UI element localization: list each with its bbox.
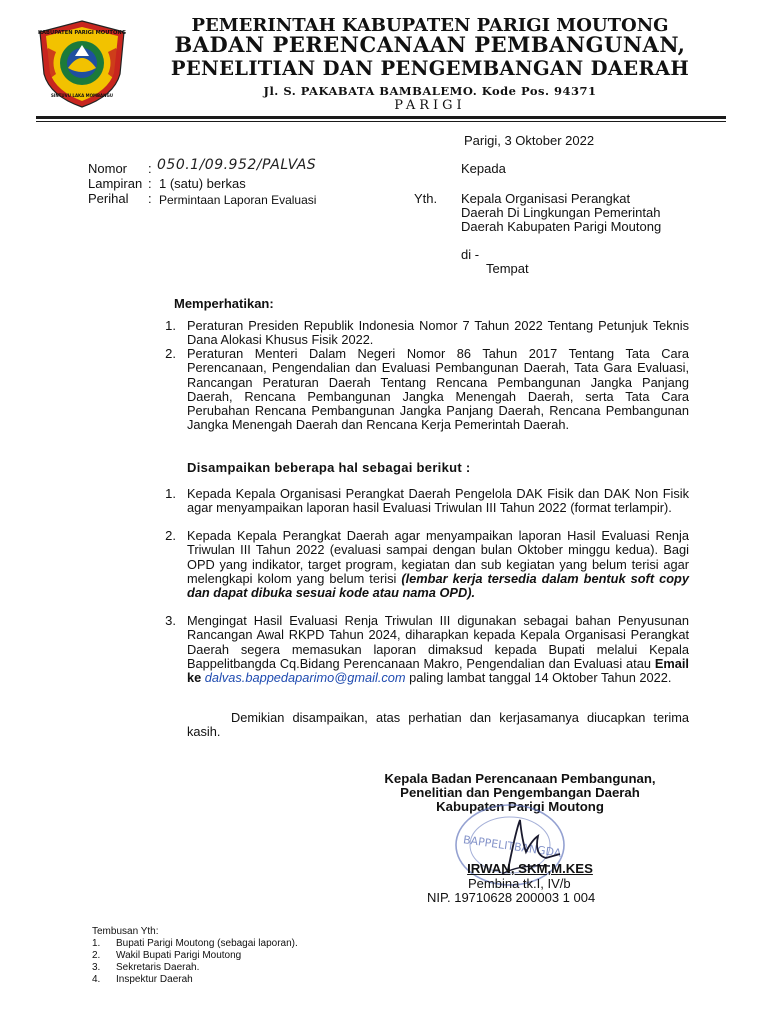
memperhatikan-num-1: 1.: [165, 318, 176, 333]
regency-emblem-logo: [34, 18, 130, 110]
tembusan-item-3: Sekretaris Daerah.: [116, 962, 200, 973]
perihal-label: Perihal: [88, 191, 129, 206]
place-date: Parigi, 3 Oktober 2022: [464, 133, 595, 148]
tembusan-item-4: Inspektur Daerah: [116, 974, 193, 985]
kop-address: Jl. S. PAKABATA BAMBALEMO. Kode Pos. 94371: [263, 84, 597, 98]
tembusan-heading: Tembusan Yth:: [92, 926, 159, 937]
signatory-nip: NIP. 19710628 200003 1 004: [427, 890, 596, 905]
kop-agency-line1: BADAN PERENCANAAN PEMBANGUNAN,: [174, 32, 686, 57]
di-label: di -: [461, 247, 480, 262]
perihal-colon: :: [148, 191, 152, 206]
recipient-line2: Daerah Di Lingkungan Pemerintah: [461, 205, 661, 220]
tembusan-num-2: 2.: [92, 950, 101, 961]
disampaikan-item-1: Kepada Kepala Organisasi Perangkat Daerah Pengelola DAK Fisik dan DAK Non Fisik agar menyampaikan laporan hasil Evaluasi Triwulan III Tahun 2022 (format terlampir).: [187, 486, 689, 516]
memperhatikan-num-2: 2.: [165, 346, 176, 361]
recipient-line3: Daerah Kabupaten Parigi Moutong: [461, 219, 662, 234]
lampiran-value: 1 (satu) berkas: [159, 176, 246, 191]
disampaikan-item-2: [187, 529, 689, 600]
memperhatikan-item-1: Peraturan Presiden Republik Indonesia Nomor 7 Tahun 2022 Tentang Petunjuk Teknis Dana Alokasi Khusus Fisik 2022.: [187, 318, 689, 348]
letterhead-rule-thick: [36, 116, 726, 119]
tembusan-item-1: Bupati Parigi Moutong (sebagai laporan).: [116, 938, 298, 949]
stamp-text: BAPPELITBANGDA: [462, 833, 563, 860]
perihal-value: Permintaan Laporan Evaluasi: [159, 193, 317, 207]
disampaikan-item-3-tail: paling lambat tanggal 14 Oktober Tahun 2022.: [409, 670, 672, 686]
signature-title-1: Kepala Badan Perencanaan Pembangunan,: [384, 771, 656, 786]
kop-city: PARIGI: [394, 98, 466, 113]
disampaikan-num-3: 3.: [165, 613, 176, 628]
signature-title-3: Kabupaten Parigi Moutong: [436, 799, 604, 814]
disampaikan-item-2-emphasis: (lembar kerja tersedia dalam bentuk soft copy dan dapat dibuka sesuai kode atau nama OPD).: [187, 570, 689, 601]
kop-agency-line2: PENELITIAN DAN PENGEMBANGAN DAERAH: [170, 57, 690, 80]
memperhatikan-item-2: Peraturan Menteri Dalam Negeri Nomor 86 Tahun 2017 Tentang Tata Cara Perencanaan, Pengendalian dan Evaluasi Pembangunan Daerah, Tata Gara Evaluasi, Rancangan Peraturan Daerah Tentang Rencana Pembangunan Jangka Panjang Daerah, Rencana Pembangunan Jangka Menengah Daerah, serta Tata Cara Perubahan Rencana Pembangunan Jangka Panjang Daerah, Rencana Pembangunan Jangka Menengah Daerah dan Rencana Kerja Pemerintah Daerah.: [187, 346, 689, 433]
memperhatikan-heading: Memperhatikan:: [174, 296, 274, 311]
kepada-label: Kepada: [461, 161, 506, 176]
signatory-name: IRWAN, SKM,M.KES: [467, 861, 593, 876]
nomor-colon: :: [148, 161, 152, 176]
nomor-value: 050.1/09.952/PALVAS: [157, 157, 317, 173]
disampaikan-item-3-text: Mengingat Hasil Evaluasi Renja Triwulan III digunakan sebagai bahan Penyusunan Rancangan Awal RKPD Tahun 2024, diharapkan kepada Kepala Organisasi Perangkat Daerah segera memasukan laporan dimaksud kepada Bupati melalui Kepala Bappelitbangda Cq.Bidang Perencanaan Makro, Pengendalian dan Evaluasi atau: [187, 613, 689, 671]
closing-paragraph: Demikian disampaikan, atas perhatian dan kerjasamanya diucapkan terima kasih.: [187, 710, 689, 740]
logo-bottom-text: SINTUVU LAKA MOMBANGU: [50, 93, 114, 98]
lampiran-colon: :: [148, 176, 152, 191]
signatory-rank: Pembina tk.I, IV/b: [468, 876, 571, 891]
email-link[interactable]: dalvas.bappedaparimo@gmail.com: [204, 670, 406, 686]
tembusan-num-1: 1.: [92, 938, 101, 949]
tembusan-num-3: 3.: [92, 962, 101, 973]
email-label: Email ke: [187, 655, 689, 686]
tembusan-item-2: Wakil Bupati Parigi Moutong: [116, 950, 242, 961]
tempat-label: Tempat: [486, 261, 529, 276]
signature-title-2: Penelitian dan Pengembangan Daerah: [400, 785, 640, 800]
kop-government: PEMERINTAH KABUPATEN PARIGI MOUTONG: [191, 15, 669, 36]
recipient-line1: Kepala Organisasi Perangkat: [461, 191, 631, 206]
disampaikan-heading: Disampaikan beberapa hal sebagai berikut :: [187, 460, 471, 475]
disampaikan-num-2: 2.: [165, 528, 176, 543]
disampaikan-num-1: 1.: [165, 486, 176, 501]
nomor-label: Nomor: [88, 161, 128, 176]
disampaikan-item-3: [187, 614, 689, 685]
tembusan-num-4: 4.: [92, 974, 101, 985]
letterhead-rule-thin: [36, 121, 726, 122]
disampaikan-item-2-text: Kepada Kepala Perangkat Daerah agar menyampaikan laporan Hasil Evaluasi Renja Triwulan III Tahun 2022 (evaluasi sampai dengan bulan Oktober minggu kedua). Bagi OPD yang indikator, target program, kegiatan dan sub kegiatan yang belum terisi agar melengkapi kolom yang belum terisi: [187, 528, 689, 586]
logo-top-text: KABUPATEN PARIGI MOUTONG: [38, 30, 126, 36]
lampiran-label: Lampiran: [88, 176, 143, 191]
yth-label: Yth.: [414, 191, 438, 206]
